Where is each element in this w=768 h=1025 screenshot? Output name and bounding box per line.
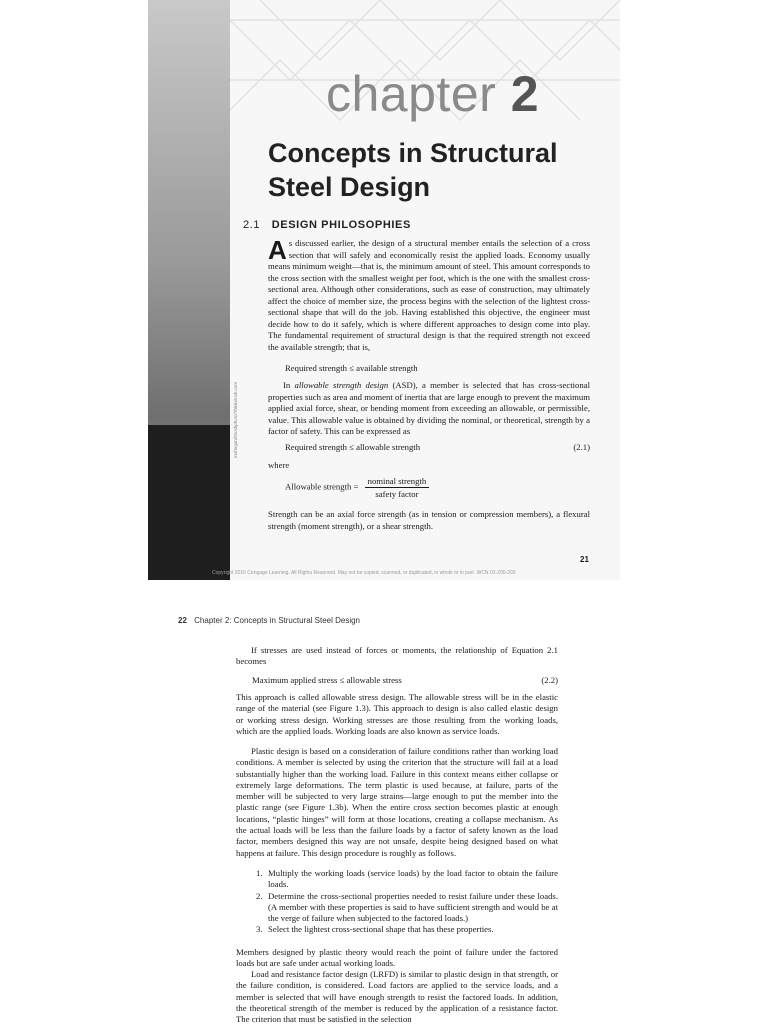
copyright-notice: Copyright 2016 Cengage Learning. All Rights Reserved. May not be copied, scanned, or duplicated, in whole or in part. WCN 02-200-203	[212, 570, 516, 576]
fraction-denominator: safety factor	[375, 489, 419, 499]
equation-2-1	[285, 442, 590, 452]
steel-structure-photo	[148, 425, 230, 580]
stress-paragraph: If stresses are used instead of forces or moments, the relationship of Equation 2.1 becomes	[236, 645, 558, 667]
page-number-21: 21	[580, 555, 589, 564]
asd-paragraph	[268, 380, 590, 438]
lrfd-paragraph: Load and resistance factor design (LRFD) is similar to plastic design in that strength, or the failure condition, is considered. Load factors are applied to the service loads, and a member is selected that will have enough strength to resist the factored loads. In addition, the theoretical strength of the member is reduced by the application of a resistance factor. The criterion that must be satisfied in the selection	[236, 969, 558, 1025]
list-item	[256, 924, 558, 935]
list-item	[256, 891, 558, 925]
list-item-number: 1.	[256, 868, 263, 878]
chapter-title-line2: Steel Design	[268, 172, 431, 202]
asd-text-pre: In	[283, 380, 295, 390]
intro-paragraph-text: s discussed earlier, the design of a structural member entails the selection of a cross section that will safely and economically resist the applied loads. Economy usually means minimum weight—that is, the minimum amount of steel. This amount corresponds to the cross section with the smallest weight per foot, which is the one with the smallest cross-sectional area. Although other considerations, such as ease of construction, may ultimately affect the choice of member size, the process begins with the selection of the lightest cross-sectional shape that will do the job. Having established this objective, the engineer must decide how to do it safely, which is where different approaches to design come into play. The fundamental requirement of structural design is that the required strength not exceed the available strength; that is,	[268, 238, 590, 352]
equation-2-1-text: Required strength ≤ allowable strength	[285, 442, 421, 452]
formula-lhs: Allowable strength =	[285, 481, 359, 492]
allowable-strength-formula	[285, 476, 590, 499]
chapter-number: 2	[510, 66, 539, 122]
running-head-text: Chapter 2: Concepts in Structural Steel Design	[194, 616, 361, 625]
inequality-required-available	[285, 363, 590, 373]
strength-paragraph: Strength can be an axial force strength (as in tension or compression members), a flexural strength (moment strength), or a shear strength.	[268, 509, 590, 531]
list-item-text: Determine the cross-sectional properties needed to resist failure under these loads. (A member with these properties is said to have sufficient strength and would be at the verge of failure when subjected to the factored loads.)	[268, 890, 558, 924]
fraction	[365, 476, 430, 499]
equation-2-2-number: (2.2)	[541, 675, 558, 685]
design-procedure-list	[256, 868, 558, 936]
chapter-word: chapter	[326, 66, 497, 122]
allowable-stress-paragraph: This approach is called allowable stress design. The allowable stress will be in the elastic range of the material (see Figure 1.3). This approach to design is also called elastic design or working stress design. Working stresses are those resulting from the working loads, which are the applied loads. Working loads are also known as service loads.	[236, 692, 558, 736]
equation-2-2	[252, 675, 558, 685]
section-number: 2.1	[243, 219, 261, 231]
list-item-number: 2.	[256, 890, 263, 901]
plastic-theory-paragraph: Members designed by plastic theory would reach the point of failure under the factored loads but are safe under actual working loads.	[236, 947, 558, 969]
asd-text-post: (ASD), a member is selected that has cross-sectional properties such as area and moment of inertia that are large enough to prevent the maximum applied axial force, shear, or bending moment from exceeding an allowable, or permissible, value. This allowable value is obtained by dividing the nominal, or theoretical, strength by a factor of safety. This can be expressed as	[268, 380, 590, 436]
list-item	[256, 868, 558, 891]
drop-cap: A	[268, 235, 287, 265]
asd-term: allowable strength design	[294, 380, 389, 390]
fraction-numerator: nominal strength	[365, 476, 430, 488]
intro-paragraph	[268, 235, 590, 353]
equation-2-2-text: Maximum applied stress ≤ allowable stress	[252, 675, 402, 685]
inequality-text: Required strength ≤ available strength	[285, 363, 418, 373]
list-item-text: Select the lightest cross-sectional shape that has these properties.	[268, 924, 494, 935]
running-head	[178, 616, 360, 625]
chapter-title-line1: Concepts in Structural	[268, 138, 558, 168]
list-item-number: 3.	[256, 924, 263, 935]
equation-2-1-number: (2.1)	[573, 442, 590, 452]
section-title: DESIGN PHILOSOPHIES	[271, 219, 411, 231]
photo-credit: mohegan/iStockphoto/Thinkstock.com	[233, 381, 238, 458]
section-heading	[243, 219, 411, 231]
list-item-text: Multiply the working loads (service loads) by the load factor to obtain the failure loads.	[268, 868, 558, 890]
page-number-22: 22	[178, 616, 187, 625]
where-label: where	[268, 460, 290, 470]
chapter-title	[268, 136, 608, 204]
chapter-heading	[326, 65, 539, 123]
plastic-design-paragraph: Plastic design is based on a consideration of failure conditions rather than working load conditions. A member is selected by using the criterion that the structure will fail at a load substantially higher than the working load. Failure in this context means either collapse or extremely large deformations. The term plastic is used because, at failure, parts of the member will be subjected to very large strains—large enough to put the member into the plastic range (see Figure 1.3b). When the entire cross section becomes plastic at enough locations, “plastic hinges” will form at those locations, creating a collapse mechanism. As the actual loads will be less than the failure loads by a factor of safety known as the load factor, members designed this way are not unsafe, despite being designed based on what happens at failure. This design procedure is roughly as follows.	[236, 746, 558, 858]
